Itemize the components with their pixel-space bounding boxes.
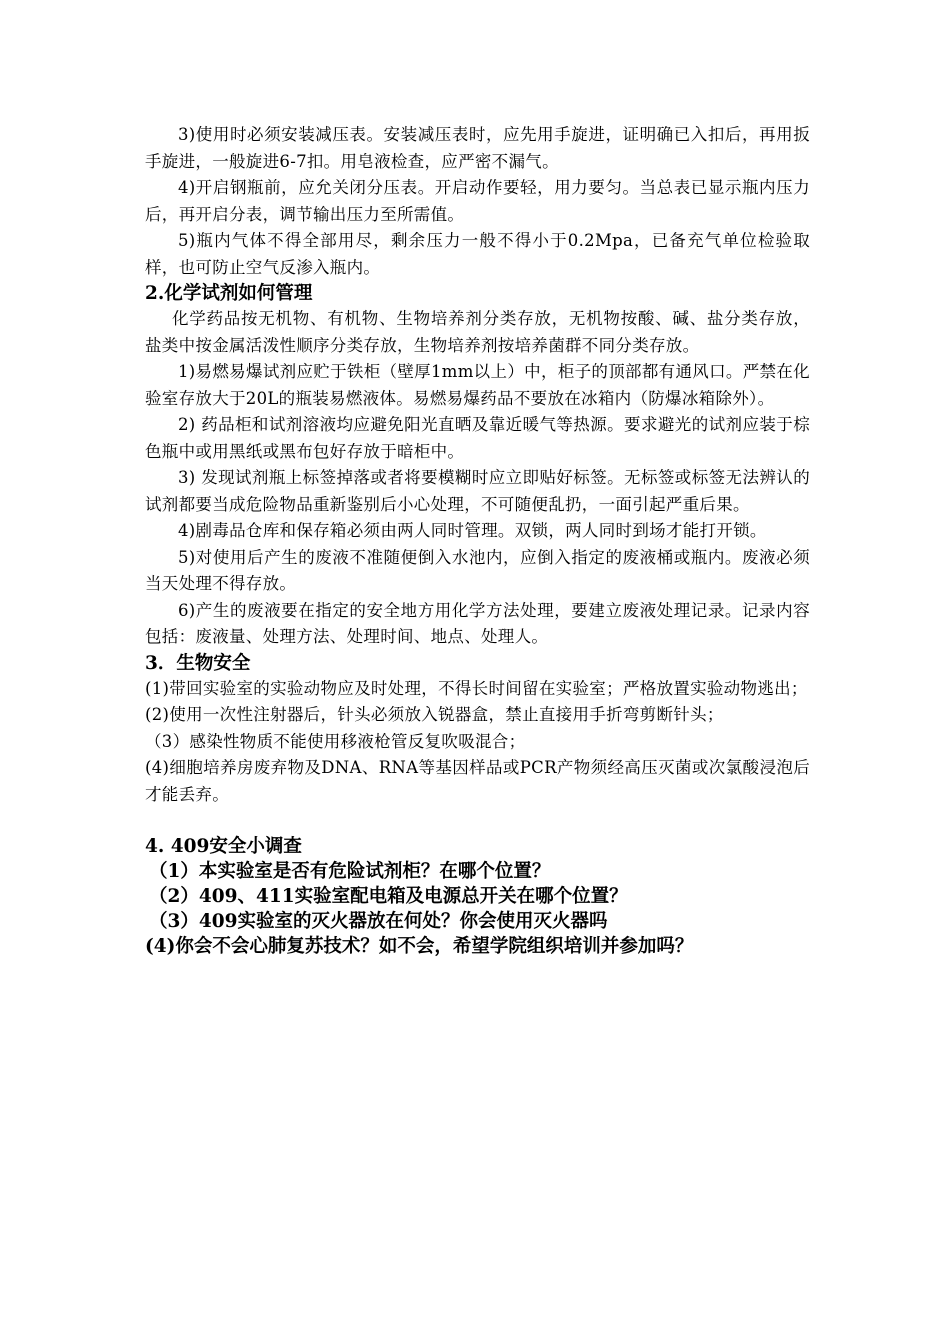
document-page xyxy=(145,122,810,959)
gas-cylinder-item-4: 4)开启钢瓶前，应允关闭分压表。开启动作要轻，用力要匀。当总表已显示瓶内压力后，再开启分表，调节输出压力至所需值。 xyxy=(145,178,810,224)
biosafety-item-2: (2)使用一次性注射器后，针头必须放入锐器盒，禁止直接用手折弯剪断针头； xyxy=(145,705,724,724)
chemical-item-5: 5)对使用后产生的废液不准随便倒入水池内，应倒入指定的废液桶或瓶内。废液必须当天处理不得存放。 xyxy=(145,547,810,593)
chemical-item-2: 2) 药品柜和试剂溶液均应避免阳光直晒及靠近暖气等热源。要求避光的试剂应装于棕色瓶中或用黑纸或黑布包好存放于暗柜中。 xyxy=(145,415,810,461)
survey-question-1: （1）本实验室是否有危险试剂柜？在哪个位置？ xyxy=(149,861,551,882)
section-heading-biosafety: 3．生物安全 xyxy=(145,652,251,674)
section-heading-safety-survey: 4. 409安全小调查 xyxy=(145,836,302,857)
biosafety-item-1: (1)带回实验室的实验动物应及时处理，不得长时间留在实验室；严格放置实验动物逃出； xyxy=(145,678,808,698)
survey-question-4: (4)你会不会心肺复苏技术？如不会，希望学院组织培训并参加吗？ xyxy=(145,936,694,957)
chemical-intro-paragraph: 化学药品按无机物、有机物、生物培养剂分类存放，无机物按酸、碱、盐分类存放，盐类中按金属活泼性顺序分类存放，生物培养剂按培养菌群不同分类存放。 xyxy=(145,309,810,355)
section-heading-chemical-reagents: 2.化学试剂如何管理 xyxy=(145,283,313,304)
chemical-item-6: 6)产生的废液要在指定的安全地方用化学方法处理，要建立废液处理记录。记录内容包括：废液量、处理方法、处理时间、地点、处理人。 xyxy=(145,600,810,646)
chemical-item-3: 3) 发现试剂瓶上标签掉落或者将要模糊时应立即贴好标签。无标签或标签无法辨认的试剂都要当成危险物品重新鉴别后小心处理，不可随便乱扔，一面引起严重后果。 xyxy=(145,468,810,514)
gas-cylinder-item-3: 3)使用时必须安装减压表。安装减压表时，应先用手旋进，证明确已入扣后，再用扳手旋进，一般旋进6-7扣。用皂液检查，应严密不漏气。 xyxy=(145,125,810,171)
gas-cylinder-item-5: 5)瓶内气体不得全部用尽，剩余压力一般不得小于0.2Mpa，已备充气单位检验取样，也可防止空气反渗入瓶内。 xyxy=(145,231,810,277)
biosafety-item-4: (4)细胞培养房废弃物及DNA、RNA等基因样品或PCR产物须经高压灭菌或次氯酸浸泡后才能丢弃。 xyxy=(145,758,810,804)
survey-question-2: （2）409、411实验室配电箱及电源总开关在哪个位置？ xyxy=(149,886,628,907)
survey-question-3: （3）409实验室的灭火器放在何处？你会使用灭火器吗 xyxy=(149,911,608,932)
chemical-item-1: 1)易燃易爆试剂应贮于铁柜（壁厚1mm以上）中，柜子的顶部都有通风口。严禁在化验室存放大于20L的瓶装易燃液体。易燃易爆药品不要放在冰箱内（防爆冰箱除外）。 xyxy=(145,362,810,408)
chemical-item-4: 4)剧毒品仓库和保存箱必须由两人同时管理。双锁，两人同时到场才能打开锁。 xyxy=(178,521,767,540)
spacer xyxy=(145,808,810,834)
biosafety-item-3: （3）感染性物质不能使用移液枪管反复吹吸混合； xyxy=(145,731,526,751)
